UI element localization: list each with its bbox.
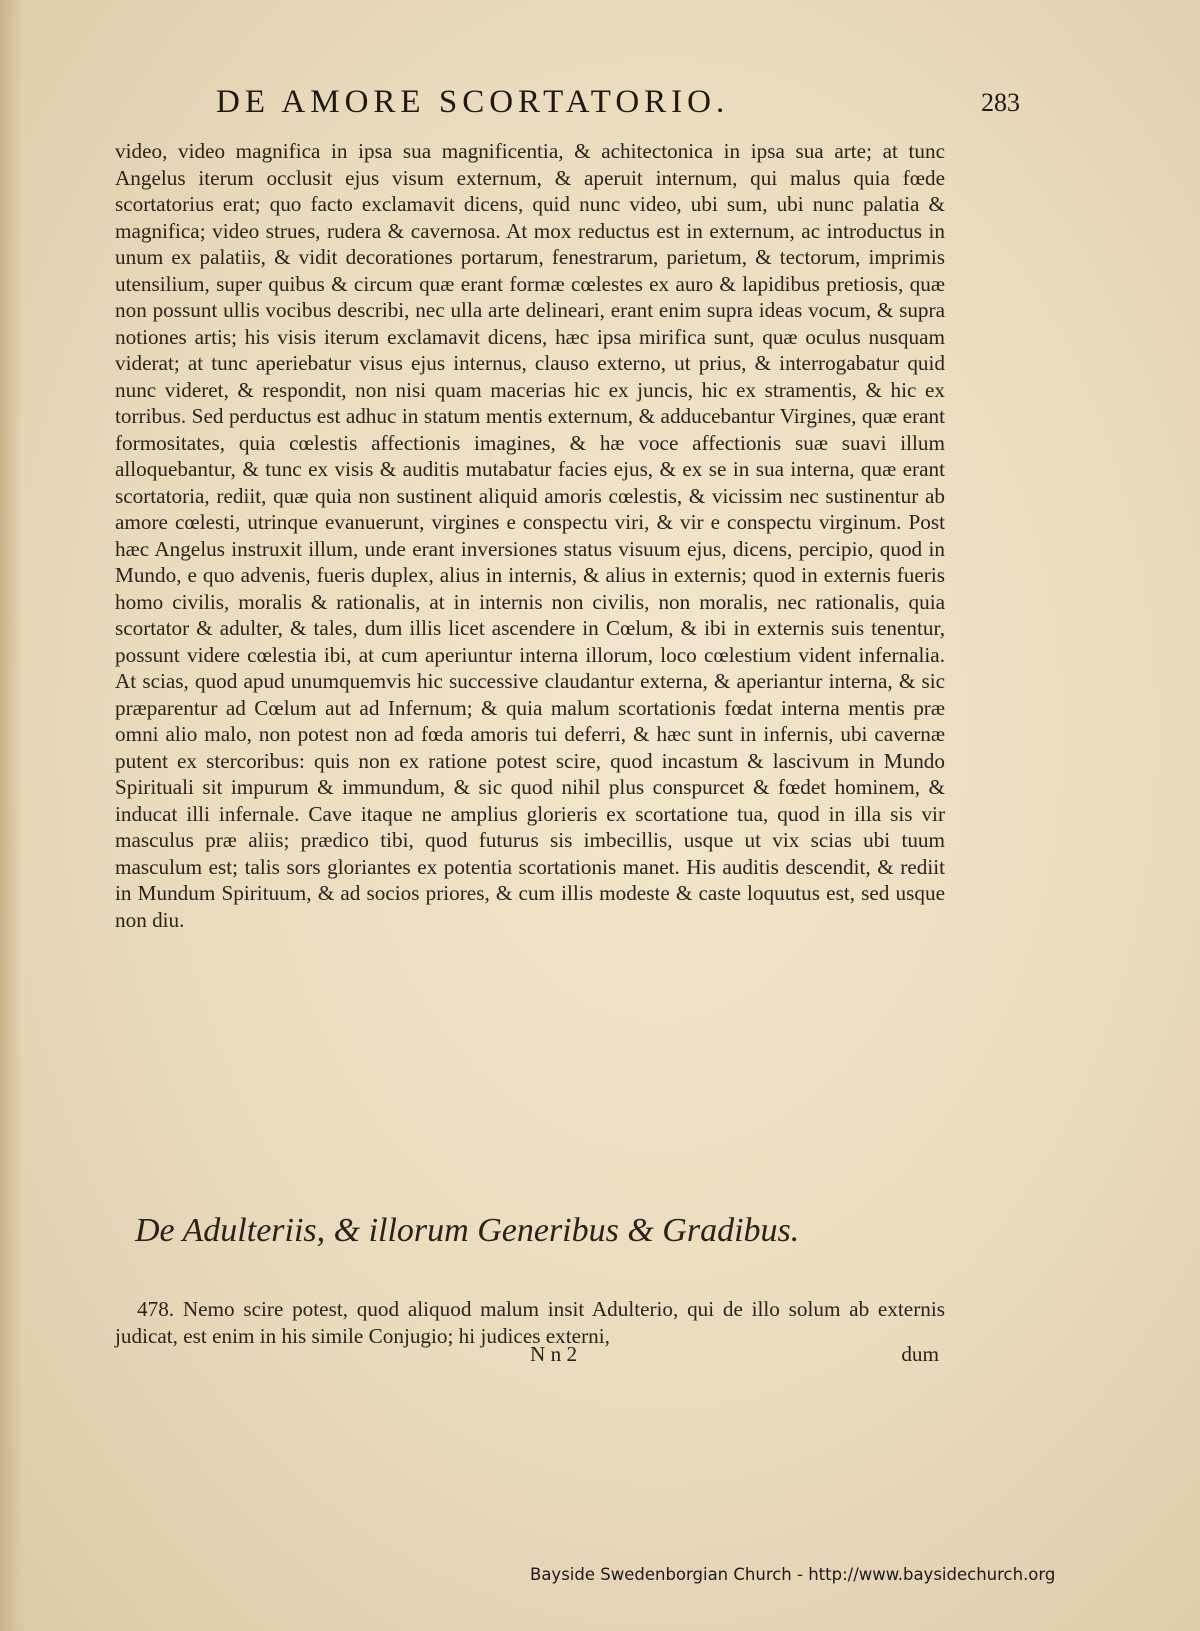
section-heading: De Adulteriis, & illorum Generibus & Gradibus. bbox=[135, 1212, 800, 1249]
watermark-credit: Bayside Swedenborgian Church - http://www.baysidechurch.org bbox=[530, 1565, 1056, 1584]
body-text-block bbox=[115, 138, 945, 933]
page-edge-shadow bbox=[0, 0, 22, 1631]
page-number: 283 bbox=[981, 88, 1020, 117]
show-through-text bbox=[470, 1160, 930, 1184]
page-header bbox=[200, 84, 1040, 128]
catchword: dum bbox=[901, 1342, 939, 1366]
signature-mark: N n 2 bbox=[530, 1342, 578, 1366]
paragraph-478-text: 478. Nemo scire potest, quod aliquod malum insit Adulterio, qui de illo solum ab externis judicat, est enim in his simile Conjugio; hi judices externi, bbox=[115, 1297, 945, 1348]
body-paragraph: video, video magnifica in ipsa sua magnificentia, & achitectonica in ipsa sua arte; at tunc Angelus iterum occlusit ejus visum externum, & aperuit internum, qui malus quia fœde scortatorius erat; quo facto exclamavit dicens, quid nunc video, ubi sum, ubi nunc palatia & magnifica; video strues, rudera & cavernosa. At mox reductus est in externum, ac introductus in unum ex palatiis, & vidit decorationes portarum, fenestrarum, parietum, & tectorum, imprimis utensilium, super quibus & circum quæ erant formæ cœlestes ex auro & lapidibus pretiosis, quæ non possunt ullis vocibus describi, nec ulla arte delineari, erant enim supra ideas vocum, & supra notiones artis; his visis iterum exclamavit dicens, hæc ipsa mirifica sunt, quæ oculus nusquam viderat; at tunc aperiebatur visus ejus internus, clauso externo, ut prius, & interrogabatur quid nunc videret, & respondit, non nisi quam macerias hic ex juncis, hic ex stramentis, & hic ex torribus. Sed perductus est adhuc in statum mentis externum, & adducebantur Virgines, quæ erant formositates, quia cœlestis affectionis imagines, & hæ voce affectionis suæ suavi illum alloquebantur, & tunc ex visis & auditis mutabatur facies ejus, & ex se in sua interna, quæ erant scortatoria, rediit, quæ quia non sustinent aliquid amoris cœlestis, & vicissim nec sustinentur ab amore cœlesti, utrinque evanuerunt, virgines e conspectu viri, & vir e conspectu virginum. Post hæc Angelus instruxit illum, unde erant inversiones status visuum ejus, dicens, percipio, quod in Mundo, e quo advenis, fueris duplex, alius in internis, & alius in externis; quod in externis fueris homo civilis, moralis & rationalis, at in internis non civilis, non moralis, nec rationalis, quia scortator & adulter, & tales, dum illis licet ascendere in Cœlum, & ibi in externis suis tenentur, possunt videre cœlestia ibi, at cum aperiuntur interna illorum, loco cœlestium vident infernalia. At scias, quod apud unumquemvis hic successive claudantur externa, & aperiantur interna, & sic præparentur ad Cœlum aut ad Infernum; & quia malum scortationis fœdat interna mentis præ omni alio malo, non potest non ad fœda amoris tui deferri, & hæc sunt in infernis, ubi cavernæ putent ex stercoribus: quis non ex ratione potest scire, quod incastum & lascivum in Mundo Spirituali sit impurum & immundum, & sic quod nihil plus conspurcet & fœdet hominem, & inducat illi infernale. Cave itaque ne amplius glorieris ex scortatione tua, quod in illa sis vir masculus præ aliis; prædico tibi, quod futurus sis imbecillis, usque ut vix scias ubi tuum masculum est; talis sors gloriantes ex potentia scortationis manet. His auditis descendit, & rediit in Mundum Spirituum, & ad socios priores, & cum illis modeste & caste loquutus est, sed usque non diu. bbox=[115, 139, 945, 932]
page-footer bbox=[115, 1342, 945, 1370]
running-head: DE AMORE SCORTATORIO. bbox=[216, 84, 730, 120]
